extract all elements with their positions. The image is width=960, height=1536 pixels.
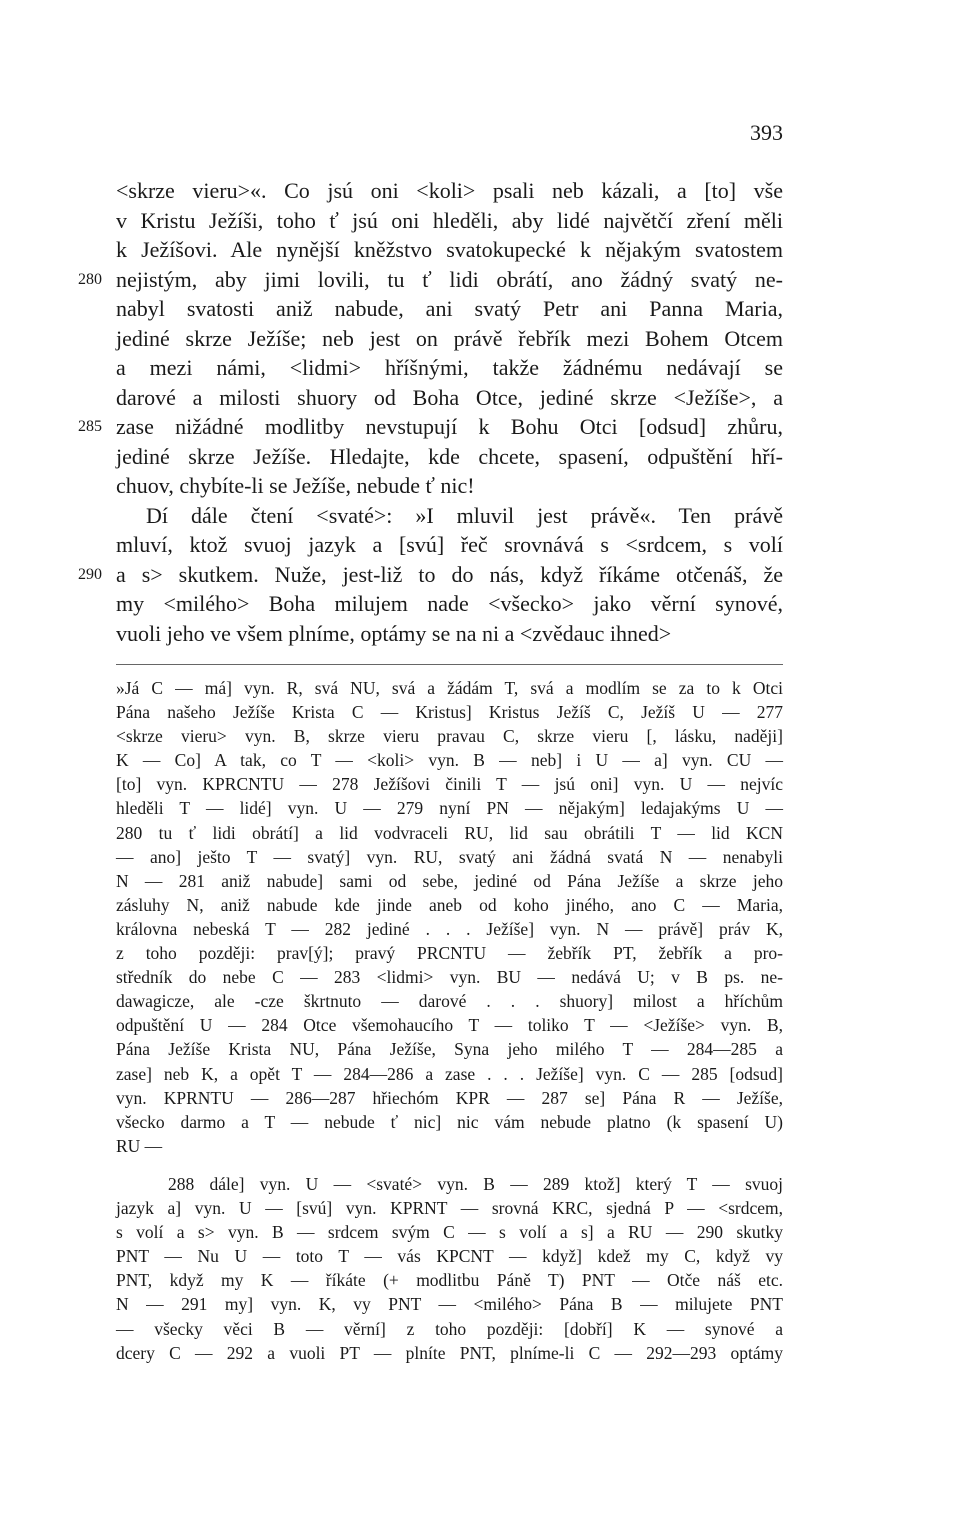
critical-apparatus (116, 676, 783, 1158)
note-line: — ano] ješto T — svatý] vyn. RU, svatý ani žádná svatá N — nenabyli (116, 846, 783, 867)
line-number: 280 (78, 270, 102, 288)
line-text: chuov, chybíte-li se Ježíše, nebude ť nic! (116, 473, 475, 498)
line-text: mluví, ktož svuoj jazyk a [svú] řeč srovnává s <srdcem, s volí (116, 532, 783, 557)
note-line: PNT, když my K — říkáte (+ modlitbu Páně T) PNT — Otče náš etc. (116, 1270, 783, 1291)
line-text: vuoli jeho ve všem plníme, optámy se na ni a <zvědauc ihned> (116, 620, 672, 646)
text-line (116, 324, 783, 354)
line-text: k Ježíšovi. Ale nynější kněžstvo svatokupecké k nějakým svatostem (116, 237, 783, 262)
footnote-divider (116, 664, 783, 665)
note-line: RU — (116, 1135, 163, 1156)
note-line: středník do nebe C — 283 <lidmi> vyn. BU — nedává U; v B ps. ne- (116, 967, 783, 988)
line-text: nabyl svatosti aniž nabude, ani svatý Petr ani Panna Maria, (116, 296, 783, 321)
text-line (116, 206, 783, 236)
note-line: 288 dále] vyn. U — <svaté> vyn. B — 289 ktož] který T — svuoj (168, 1174, 783, 1194)
text-line (116, 235, 783, 265)
text-line (116, 383, 783, 413)
note-line: N — 281 aniž nabude] sami od sebe, jediné od Pána Ježíše a skrze jeho (116, 870, 783, 891)
note-line: vyn. KPRNTU — 286—287 hřiechóm KPR — 287 se] Pána R — Ježíše, (116, 1087, 783, 1108)
note-line: K — Co] A tak, co T — <koli> vyn. B — neb] i U — a] vyn. CU — (116, 750, 783, 771)
page-number: 393 (750, 120, 783, 145)
note-line: hleděli T — lidé] vyn. U — 279 nyní PN — nějakým] ledajakýms U — (116, 798, 783, 819)
line-text: zase nižádné modlitby nevstupují k Bohu Otci [odsud] zhůru, (116, 414, 783, 439)
text-line (116, 442, 783, 472)
note-line: dawagicze, ale -cze škrtnuto — darové . . . shuory] milost a hříchům (116, 991, 783, 1012)
text-line (116, 176, 783, 206)
note-line: jazyk a] vyn. U — [svú] vyn. KPRNT — srovná KRC, sjedná P — <srdcem, (116, 1198, 783, 1219)
line-text: a s> skutkem. Nuže, jest-liž to do nás, když říkáme otčenáš, že (116, 561, 783, 587)
note-line: z toho pozdějі: prav[ý]; pravý PRCNTU — žebřík PT, žebřík a pro- (116, 943, 783, 964)
note-line: <skrze vieru> vyn. B, skrze vieru pravau C, skrze vieru [, lásku, naději] (116, 726, 783, 747)
note-line: zásluhy N, aniž nabude kde jinde aneb od koho jiného, ano C — Maria, (116, 894, 783, 915)
text-line (116, 619, 783, 649)
text-line (116, 471, 783, 501)
text-line (116, 530, 783, 560)
note-line: s volí a s> vyn. B — srdcem svým C — s volí a s] a RU — 290 skutky (116, 1222, 783, 1243)
note-line: 280 tu ť lidi obrátí] a lid vodvraceli RU, lid sau obrátili T — lid KCN (116, 822, 783, 843)
line-text: nejistým, aby jimi lovili, tu ť lidi obrátí, ano žádný svatý ne- (116, 266, 783, 292)
line-text: my <milého> Boha milujem nade <všecko> jako věrní synové, (116, 591, 783, 616)
note-line: PNT — Nu U — toto T — vás KPCNT — když] kdež my C, když vy (116, 1246, 783, 1267)
note-line: Pána Ježíše Krista NU, Pána Ježíše, Syna jeho milého T — 284—285 a (116, 1039, 783, 1060)
line-text: darové a milosti shuory od Boha Otce, jediné skrze <Ježíše>, a (116, 384, 783, 410)
line-text: jediné skrze Ježíše. Hledajte, kde chcete, spasení, odpuštění hří- (116, 443, 783, 469)
text-line (116, 353, 783, 383)
line-text: a mezi námi, <lidmi> hříšnými, takže žádnému nedávají se (116, 355, 783, 380)
note-line: — všecky věci B — věrní] z toho pozdějі: [dobří] K — synové a (116, 1318, 783, 1339)
note-line: [to] vyn. KPRCNTU — 278 Ježíšovi činili T — jsú oni] vyn. U — nejvíc (116, 774, 783, 795)
text-line (78, 560, 783, 590)
text-line (116, 501, 783, 531)
main-text (78, 176, 783, 648)
critical-apparatus-continued (116, 1172, 783, 1365)
note-line: »Já C — má] vyn. R, svá NU, svá a žádám T, svá a modlím se za to k Otci (116, 678, 783, 698)
line-text: jediné skrze Ježíše; neb jest on právě řebřík mezi Bohem Otcem (116, 325, 783, 351)
text-line (116, 589, 783, 619)
line-text: <skrze vieru>«. Co jsú oni <koli> psali neb kázali, a [to] vše (116, 178, 783, 203)
note-line: dcery C — 292 a vuoli PT — plníte PNT, plníme-li C — 292—293 optámy (116, 1342, 783, 1363)
text-line (78, 412, 783, 442)
line-number: 285 (78, 418, 102, 435)
note-line: odpuštění U — 284 Otce všemohaucího T — toliko T — <Ježíše> vyn. B, (116, 1015, 783, 1036)
line-text: v Kristu Ježíši, toho ť jsú oni hleděli, aby lidé najvětčí zření měli (116, 207, 783, 233)
line-text: Dí dále čtení <svaté>: »I mluvil jest právě«. Ten právě (146, 502, 783, 528)
note-line: Pána našeho Ježíše Krista C — Kristus] Kristus Ježíš C, Ježíš U — 277 (116, 702, 783, 723)
note-line: všecko darmo a T — nebude ť nic] nic vám nebude platno (k spasení U) (116, 1111, 783, 1132)
line-number: 290 (78, 565, 102, 583)
text-line (116, 294, 783, 324)
text-line (78, 265, 783, 295)
note-line: královna nebeská T — 282 jediné . . . Ježíše] vyn. N — právě] práv K, (116, 918, 783, 939)
note-line: zase] neb K, a opět T — 284—286 a zase . . . Ježíše] vyn. C — 285 [odsud] (116, 1063, 783, 1084)
note-line: N — 291 my] vyn. K, vy PNT — <milého> Pána B — milujete PNT (116, 1294, 783, 1315)
